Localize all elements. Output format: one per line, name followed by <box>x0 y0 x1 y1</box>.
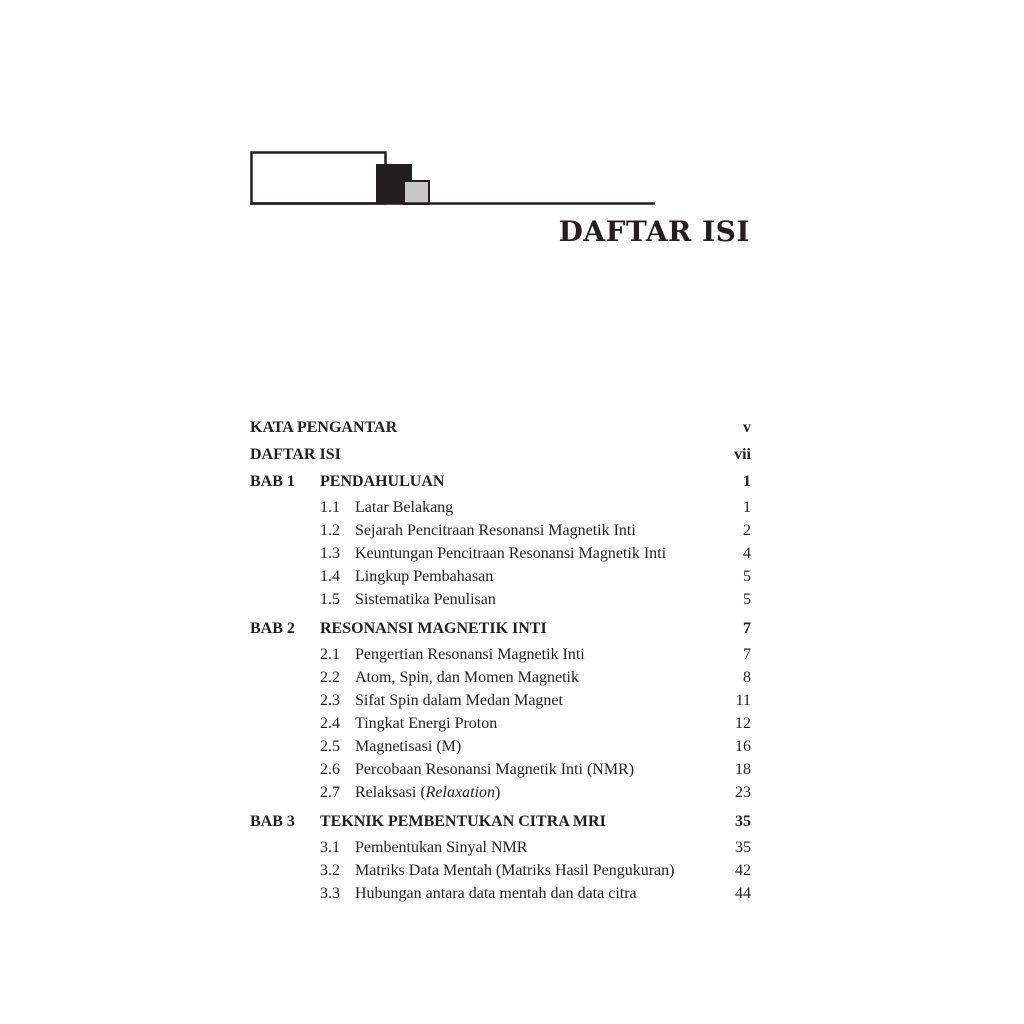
section-title: Sifat Spin dalam Medan Magnet <box>355 692 563 709</box>
toc-section <box>250 758 751 781</box>
chapter-prefix: BAB 1 <box>250 473 295 490</box>
chapter-title: TEKNIK PEMBENTUKAN CITRA MRI <box>320 813 606 830</box>
chapter-title: RESONANSI MAGNETIK INTI <box>320 620 547 637</box>
section-number: 2.3 <box>320 692 340 709</box>
section-number: 3.2 <box>320 862 340 879</box>
toc-section <box>250 836 751 859</box>
page-title: DAFTAR ISI <box>558 215 750 248</box>
chapter-page: 35 <box>735 813 751 830</box>
section-page: 11 <box>735 692 751 709</box>
section-title: Magnetisasi (M) <box>355 738 462 755</box>
section-title: Atom, Spin, dan Momen Magnetik <box>355 669 579 686</box>
toc-entry-label: DAFTAR ISI <box>250 446 341 463</box>
toc-section <box>250 643 751 666</box>
toc-section <box>250 519 751 542</box>
section-page: 16 <box>735 738 751 755</box>
toc-entry-front <box>250 414 751 441</box>
section-number: 1.5 <box>320 591 340 608</box>
section-title: Matriks Data Mentah (Matriks Hasil Pengukuran) <box>355 862 675 879</box>
toc-chapter <box>250 468 751 495</box>
section-page: 5 <box>743 591 751 608</box>
section-title: Pembentukan Sinyal NMR <box>355 839 528 856</box>
section-number: 2.5 <box>320 738 340 755</box>
gray-square <box>404 181 429 204</box>
chapter-title: PENDAHULUAN <box>320 473 445 490</box>
outline-box <box>252 153 386 204</box>
section-page: 5 <box>743 568 751 585</box>
toc-section <box>250 496 751 519</box>
section-number: 2.7 <box>320 784 340 801</box>
section-title: Hubungan antara data mentah dan data citra <box>355 885 637 902</box>
section-page: 35 <box>735 839 751 856</box>
section-title: Sejarah Pencitraan Resonansi Magnetik Inti <box>355 522 636 539</box>
chapter-page: 7 <box>743 620 751 637</box>
section-title-italic: Relaxation <box>425 784 495 801</box>
section-page: 7 <box>743 646 751 663</box>
section-number: 2.6 <box>320 761 340 778</box>
section-page: 44 <box>735 885 751 902</box>
section-number: 2.1 <box>320 646 340 663</box>
toc-section <box>250 542 751 565</box>
section-number: 1.3 <box>320 545 340 562</box>
section-number: 2.2 <box>320 669 340 686</box>
section-title: Pengertian Resonansi Magnetik Inti <box>355 646 585 663</box>
section-page: 8 <box>743 669 751 686</box>
section-title <box>355 781 721 804</box>
toc-entry-front <box>250 441 751 468</box>
section-page: 23 <box>735 784 751 801</box>
toc-section <box>250 689 751 712</box>
section-page: 18 <box>735 761 751 778</box>
section-title: Percobaan Resonansi Magnetik Inti (NMR) <box>355 761 635 778</box>
section-page: 42 <box>735 862 751 879</box>
toc-section <box>250 712 751 735</box>
toc-section <box>250 666 751 689</box>
chapter-prefix: BAB 2 <box>250 620 295 637</box>
section-title-text-end: ) <box>494 784 501 801</box>
section-page: 12 <box>735 715 751 732</box>
section-title: Sistematika Penulisan <box>355 591 496 608</box>
chapter-page: 1 <box>743 473 751 490</box>
chapter-prefix: BAB 3 <box>250 813 295 830</box>
section-page: 2 <box>743 522 751 539</box>
section-title-text: Relaksasi ( <box>355 784 426 801</box>
toc-section <box>250 859 751 882</box>
section-page: 1 <box>743 499 751 516</box>
toc-section <box>250 565 751 588</box>
section-number: 1.2 <box>320 522 340 539</box>
toc-section <box>250 588 751 611</box>
toc-section <box>250 882 751 905</box>
section-number: 3.1 <box>320 839 340 856</box>
toc-entry-page: v <box>743 419 751 436</box>
section-number: 2.4 <box>320 715 340 732</box>
toc-section <box>250 735 751 758</box>
toc-chapter <box>250 808 751 835</box>
table-of-contents <box>250 414 751 905</box>
toc-chapter <box>250 615 751 642</box>
section-title: Tingkat Energi Proton <box>355 715 498 732</box>
toc-entry-label: KATA PENGANTAR <box>250 419 398 436</box>
header-decoration <box>250 151 660 207</box>
section-title: Latar Belakang <box>355 499 454 516</box>
section-title: Keuntungan Pencitraan Resonansi Magnetik Inti <box>355 545 667 562</box>
section-number: 3.3 <box>320 885 340 902</box>
toc-entry-page: vii <box>734 446 751 463</box>
section-number: 1.1 <box>320 499 340 516</box>
toc-section <box>250 781 751 804</box>
section-page: 4 <box>743 545 751 562</box>
section-title: Lingkup Pembahasan <box>355 568 494 585</box>
section-number: 1.4 <box>320 568 340 585</box>
